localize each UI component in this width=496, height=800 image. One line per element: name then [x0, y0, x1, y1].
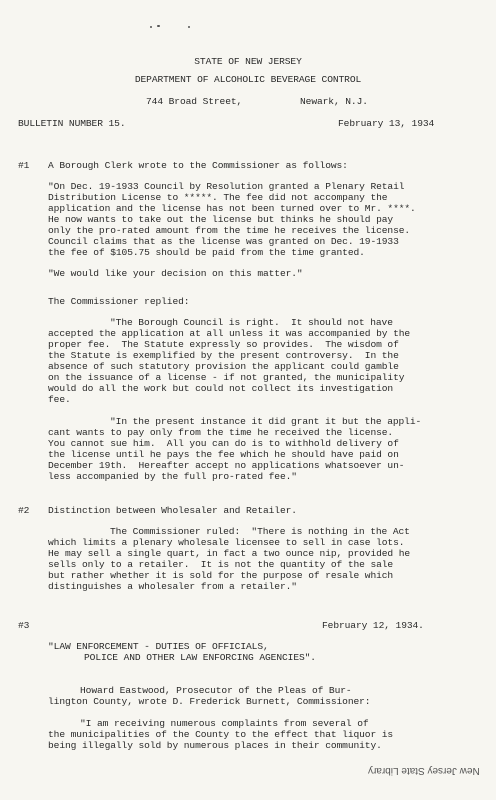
- reply-line: less accompanied by the full pro-rated fee.": [48, 471, 297, 482]
- ruling-line: The Commissioner ruled: "There is nothing in the Act: [110, 526, 410, 537]
- item-number: #1: [18, 160, 30, 171]
- reply-line: the Statute is exemplified by the present controversy. In the: [48, 350, 399, 361]
- reply-line: "The Borough Council is right. It should not have: [110, 317, 393, 328]
- ruling-line: sells only to a retailer. It is not the quantity of the sale: [48, 559, 394, 570]
- state-heading: STATE OF NEW JERSEY: [194, 56, 302, 67]
- commissioner-replied: The Commissioner replied:: [48, 296, 190, 307]
- quote-line: "I am receiving numerous complaints from several of: [80, 718, 369, 729]
- ruling-line: but rather whether it is sold for the purpose of resale which: [48, 570, 394, 581]
- letter-closing: "We would like your decision on this matter.": [48, 268, 303, 279]
- quote-line: being illegally sold by numerous places in their community.: [48, 740, 382, 751]
- item3-intro-line: Howard Eastwood, Prosecutor of the Pleas of Bur-: [80, 685, 352, 696]
- ruling-line: He may sell a single quart, in fact a two ounce nip, provided he: [48, 548, 411, 559]
- letter-line: the fee of $105.75 should be paid from the time granted.: [48, 247, 365, 258]
- department-heading: DEPARTMENT OF ALCOHOLIC BEVERAGE CONTROL: [134, 74, 362, 85]
- letter-line: Distribution License to *****. The fee did not accompany the: [48, 192, 388, 203]
- reply-line: proper fee. The Statute expressly so provides. The wisdom of: [48, 339, 399, 350]
- item-number: #3: [18, 620, 30, 631]
- letter-line: "On Dec. 19-1933 Council by Resolution granted a Plenary Retail: [48, 181, 405, 192]
- ink-mark: [157, 25, 160, 27]
- reply-line: on the issuance of a license - if not granted, the municipality: [48, 372, 405, 383]
- reply-line: cant wants to pay only from the time he received the license.: [48, 427, 394, 438]
- letter-line: Council claims that as the license was granted on Dec. 19-1933: [48, 236, 399, 247]
- reply-line: absence of such statutory provision the applicant could gamble: [48, 361, 399, 372]
- reply-line: the license until he pays the fee which he should have paid on: [48, 449, 399, 460]
- item3-date: February 12, 1934.: [322, 620, 424, 631]
- reply-line: You cannot sue him. All you can do is to withhold delivery of: [48, 438, 399, 449]
- ruling-line: which limits a plenary wholesale licensee to sell in case lots.: [48, 537, 405, 548]
- bulletin-date: February 13, 1934: [338, 118, 435, 129]
- item3-heading: POLICE AND OTHER LAW ENFORCING AGENCIES".: [84, 652, 316, 663]
- reply-line: December 19th. Hereafter accept no applications whatsoever un-: [48, 460, 405, 471]
- item-number: #2: [18, 505, 30, 516]
- ink-mark: [150, 26, 152, 28]
- item2-title: Distinction between Wholesaler and Retailer.: [48, 505, 297, 516]
- library-stamp: New Jersey State Library: [368, 765, 480, 776]
- city-address: Newark, N.J.: [300, 96, 368, 107]
- street-address: 744 Broad Street,: [146, 96, 243, 107]
- letter-line: application and the license has not been turned over to Mr. ****.: [48, 203, 416, 214]
- bulletin-number: BULLETIN NUMBER 15.: [18, 118, 126, 129]
- reply-line: accepted the application at all unless it was accompanied by the: [48, 328, 411, 339]
- quote-line: the municipalities of the County to the effect that liquor is: [48, 729, 394, 740]
- item3-intro-line: lington County, wrote D. Frederick Burnett, Commissioner:: [48, 696, 371, 707]
- item3-heading: "LAW ENFORCEMENT - DUTIES OF OFFICIALS,: [48, 641, 269, 652]
- reply-line: would do all the work but could not collect its investigation: [48, 383, 394, 394]
- item1-intro: A Borough Clerk wrote to the Commissioner as follows:: [48, 160, 348, 171]
- ink-mark: [188, 26, 190, 28]
- reply-line: "In the present instance it did grant it but the appli-: [110, 416, 422, 427]
- letter-line: He now wants to take out the license but thinks he should pay: [48, 214, 394, 225]
- ruling-line: distinguishes a wholesaler from a retailer.": [48, 581, 297, 592]
- letter-line: only the pro-rated amount from the time he receives the license.: [48, 225, 411, 236]
- reply-line: fee.: [48, 394, 71, 405]
